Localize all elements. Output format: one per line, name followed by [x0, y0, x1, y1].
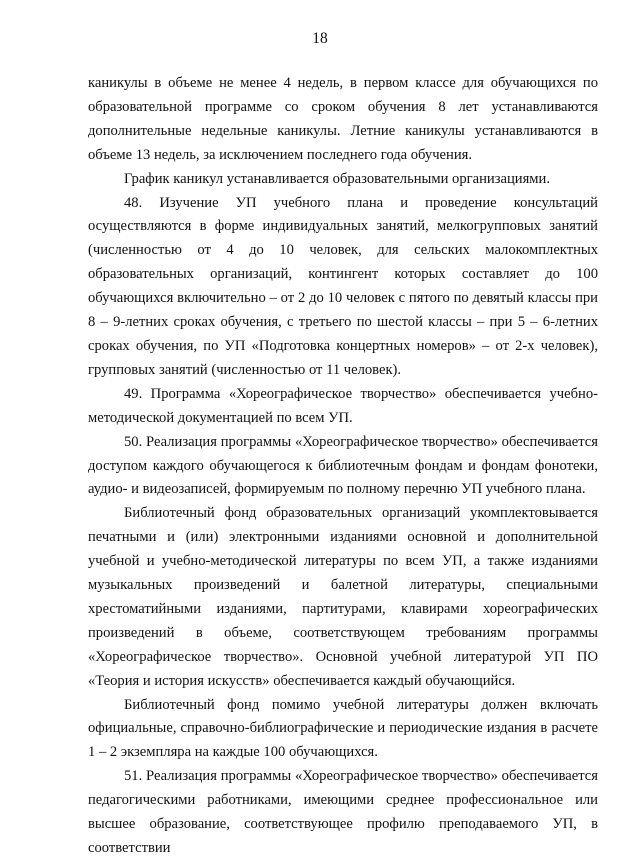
paragraph-library-fund: Библиотечный фонд образовательных организаций укомплектовывается печатными и (или) электронными изданиями основной и дополнительной учебной и учебно-методической литературы по всем УП, а также изданиями музыкальных произведений и балетной литературы, специальными хрестоматийными изданиями, партитурами, клавирами хореографических произведений в объеме, соответствующем требованиям программы «Хореографическое творчество». Основной учебной литературой УП ПО «Теория и история искусств» обеспечивается каждый обучающийся. [88, 505, 598, 689]
page-number: 18 [312, 30, 328, 47]
paragraph-50: 50. Реализация программы «Хореографическое творчество» обеспечивается доступом каждого обучающегося к библиотечным фондам и фондам фонотеки, аудио- и видеозаписей, формируемым по полному перечню УП учебного плана. [88, 433, 598, 498]
document-body [88, 72, 598, 861]
paragraph-51: 51. Реализация программы «Хореографическое творчество» обеспечивается педагогическими работниками, имеющими среднее профессиональное или высшее образование, соответствующее профилю преподаваемого УП, в соответствии [88, 768, 598, 856]
paragraph-49: 49. Программа «Хореографическое творчество» обеспечивается учебно-методической документацией по всем УП. [88, 385, 598, 426]
paragraph-48: 48. Изучение УП учебного плана и проведение консультаций осуществляются в форме индивидуальных занятий, мелкогрупповых занятий (численностью от 4 до 10 человек, для сельских малокомплектных образовательных организаций, контингент которых составляет до 100 обучающихся включительно – от 2 до 10 человек с пятого по девятый классы при 8 – 9-летних сроках обучения, с третьего по шестой классы – при 5 – 6-летних сроках обучения, по УП «Подготовка концертных номеров» – от 2-х человек), групповых занятий (численностью от 11 человек). [88, 194, 598, 378]
paragraph-continuation: каникулы в объеме не менее 4 недель, в первом классе для обучающихся по образовательной программе со сроком обучения 8 лет устанавливаются дополнительные недельные каникулы. Летние каникулы устанавливаются в объеме 13 недель, за исключением последнего года обучения. [88, 75, 598, 163]
paragraph-library-fund-extra: Библиотечный фонд помимо учебной литературы должен включать официальные, справочно-библиографические и периодические издания в расчете 1 – 2 экземпляра на каждые 100 обучающихся. [88, 696, 598, 761]
paragraph-vacation-schedule: График каникул устанавливается образовательными организациями. [124, 170, 550, 187]
